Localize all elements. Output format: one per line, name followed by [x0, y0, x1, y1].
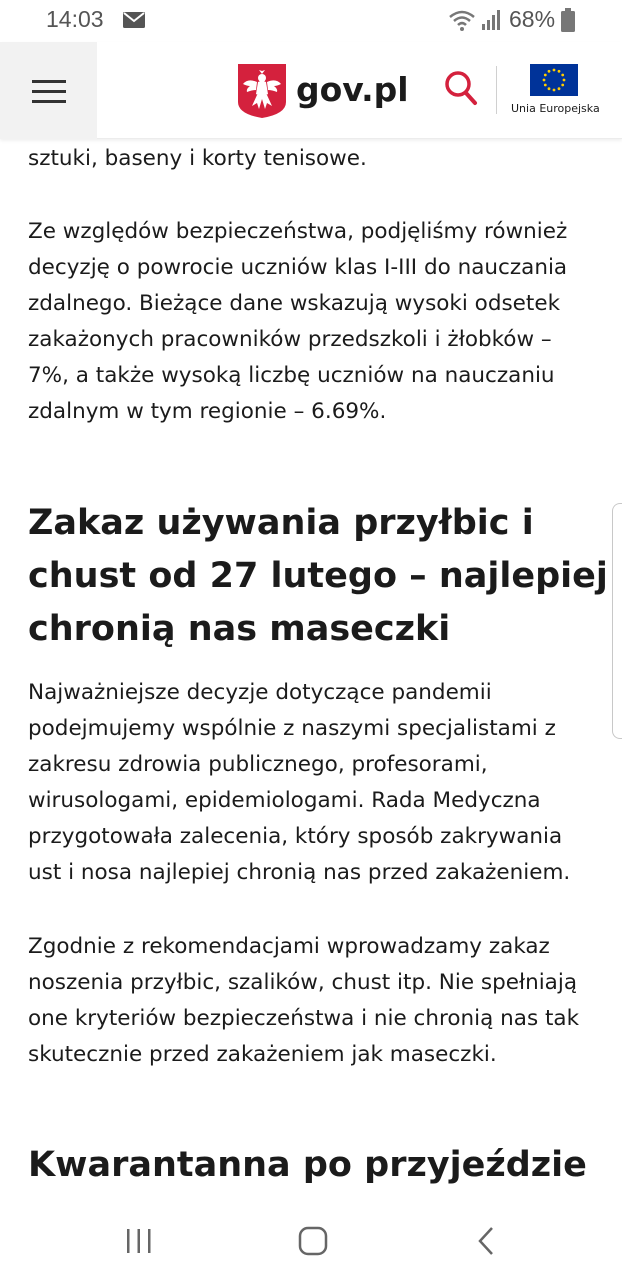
battery-percent: 68% — [509, 6, 556, 32]
wifi-icon — [448, 8, 476, 32]
article-paragraph: Zgodnie z rekomendacjami wprowadzamy zakaz noszenia przyłbic, szalików, chust itp. Nie spełniają one kryteriów bezpieczeństwa i nie chronią nas tak skutecznie przed zakażeniem jak maseczki. — [28, 934, 580, 1067]
article-paragraph: sztuki, baseny i korty tenisowe. — [28, 146, 367, 171]
scroll-handle[interactable] — [612, 503, 622, 739]
section-heading: Zakaz używania przyłbic i chust od 27 lutego – najlepiej chronią nas maseczki — [28, 503, 608, 649]
mail-icon — [123, 12, 145, 28]
article-paragraph: Ze względów bezpieczeństwa, podjęliśmy również decyzję o powrocie uczniów klas I-III do nauczania zdalnego. Bieżące dane wskazują wysoki odsetek zakażonych pracowników przedszkoli i żłobków – 7%, a także wysoką liczbę uczniów na nauczaniu zdalnym w tym regionie – 6.69%. — [28, 219, 568, 424]
menu-button[interactable] — [0, 42, 97, 139]
section-heading: Kwarantanna po przyjeździe — [28, 1145, 587, 1185]
article-content — [0, 139, 622, 1200]
status-time: 14:03 — [46, 6, 104, 32]
battery-icon — [561, 8, 575, 32]
menu-icon-bar — [32, 90, 66, 93]
menu-icon-bar — [32, 100, 66, 103]
site-header — [0, 42, 622, 139]
home-icon[interactable] — [298, 1226, 328, 1256]
menu-icon-bar — [32, 80, 66, 83]
eu-flag-icon[interactable] — [530, 64, 578, 96]
recents-icon[interactable] — [124, 1228, 154, 1254]
article-paragraph: Najważniejsze decyzje dotyczące pandemii podejmujemy wspólnie z naszymi specjalistami z zakresu zdrowia publicznego, profesorami, wirusologami, epidemiologami. Rada Medyczna przygotowała zalecenia, który sposób zakrywania ust i nosa najlepiej chronią nas przed zakażeniem. — [28, 680, 571, 885]
eu-label: Unia Europejska — [511, 102, 600, 115]
emblem-icon[interactable] — [238, 64, 286, 118]
signal-icon — [481, 9, 503, 31]
brand-logo-text[interactable]: gov.pl — [296, 70, 409, 109]
system-nav-bar — [0, 1200, 622, 1280]
header-divider — [496, 66, 497, 114]
back-icon[interactable] — [475, 1226, 497, 1256]
status-bar — [0, 0, 622, 42]
search-icon[interactable] — [444, 70, 478, 106]
